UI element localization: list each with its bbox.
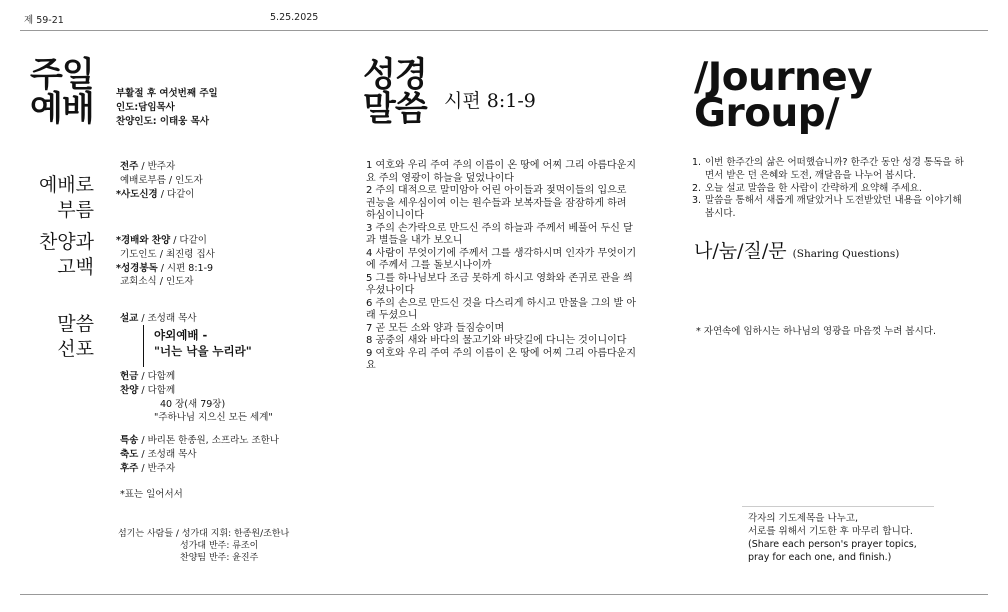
verse: 7 곧 모든 소와 양과 들짐승이며 (366, 322, 505, 334)
choir-line-2: 성가대 반주: 류조이 (180, 541, 259, 551)
bulletin-date: 5.25.2025 (270, 12, 319, 23)
closing-items (120, 434, 279, 475)
hymn-number: 40 장(새 79장) (160, 398, 226, 410)
section-word-title (20, 312, 94, 362)
praise-items (116, 234, 215, 289)
prayer-divider (742, 506, 934, 507)
worship-title (30, 55, 94, 129)
prayer-line-4: pray for each one, and finish.) (748, 552, 892, 563)
standing-note: *표는 일어서서 (120, 489, 183, 500)
worship-title-line1: 주일 (30, 55, 94, 95)
praise-leader: 찬양인도: 이태웅 목사 (116, 116, 210, 127)
section-call-title (20, 173, 94, 223)
hymn-title: "주하나님 지으신 모든 세계" (154, 412, 273, 424)
order-item: 축도 / 조성래 목사 (120, 448, 197, 460)
nature-note: * 자연속에 임하시는 하나님의 영광을 마음껏 누려 봅시다. (696, 326, 936, 337)
verse: 8 공중의 새와 바다의 물고기와 바닷길에 다니는 것이니이다 (366, 335, 627, 346)
offering-items (120, 370, 273, 425)
scripture-reference: 시편 8:1-9 (444, 90, 536, 112)
journey-title (694, 55, 873, 136)
worship-title-line2: 예배 (30, 89, 94, 129)
sermon-title-1: 야외예배 - (154, 328, 208, 342)
sharing-title (694, 236, 899, 263)
order-item: 특송 / 바리톤 한종원, 소프라노 조한나 (120, 435, 279, 446)
verse: 2 주의 대적으로 말미암아 어린 아이들과 젖먹이들의 입으로 권능을 세우심이여 이는 원수들과 보복자들을 잠잠하게 하려 하심이니이다 (366, 185, 627, 221)
verse: 5 그를 하나님보다 조금 못하게 하시고 영화와 존귀로 관을 씌우셨나이다 (366, 272, 633, 296)
section-word-title-2: 선포 (57, 338, 94, 360)
verse: 3 주의 손가락으로 만드신 주의 하늘과 주께서 베풀어 두신 달과 별들을 내가 보오니 (366, 222, 633, 246)
order-item: 기도인도 / 최진령 집사 (120, 248, 215, 260)
word-items (120, 312, 197, 326)
verse: 1 여호와 우리 주여 주의 이름이 온 땅에 어찌 그리 아름다운지요 주의 영광이 하늘을 덮었나이다 (366, 160, 636, 184)
scripture-title (363, 55, 427, 129)
section-praise-title-2: 고백 (57, 256, 94, 278)
issue-number: 제 59-21 (24, 15, 64, 26)
sharing-title-en: (Sharing Questions) (792, 248, 900, 260)
verse: 6 주의 손으로 만드신 것을 다스리게 하시고 만물을 그의 발 아래 두셨으니 (366, 297, 636, 321)
question-item: 3. 말씀을 통해서 새롭게 깨달았거나 도전받았던 내용을 이야기해 봅시다. (692, 195, 962, 220)
verse: 4 사람이 무엇이기에 주께서 그를 생각하시며 인자가 무엇이기에 주께서 그를 돌보시나이까 (366, 247, 637, 271)
section-praise-title (20, 230, 94, 280)
order-item: 후주 / 반주자 (120, 462, 176, 474)
order-item: *성경봉독 / 시편 8:1-9 (116, 262, 214, 274)
journey-questions (692, 157, 967, 221)
prayer-line-1: 각자의 기도제목을 나누고, (748, 513, 859, 524)
scripture-title-line2: 말씀 (363, 89, 427, 129)
order-item: *사도신경 / 다같이 (116, 188, 195, 200)
order-item: 찬양 / 다함께 (120, 384, 176, 396)
call-items (116, 160, 203, 201)
order-item: 예배로부름 / 인도자 (120, 174, 203, 186)
prayer-line-2: 서로를 위해서 기도한 후 마무리 합니다. (748, 526, 913, 537)
section-praise-title-1: 찬양과 (38, 231, 94, 253)
sharing-title-ko: 나/눔/질/문 (694, 240, 787, 262)
section-call-title-1: 예배로 (38, 174, 94, 196)
section-call-title-2: 부름 (57, 199, 94, 221)
scripture-title-line1: 성경 (363, 55, 427, 95)
sermon-title-2: "너는 낙을 누리라" (154, 344, 252, 358)
prayer-line-3: (Share each person's prayer topics, (748, 539, 917, 550)
choir-line-1: 섬기는 사람들 / 성가대 지휘: 한종원/조한나 (118, 529, 290, 539)
journey-title-line2: Group/ (694, 91, 839, 136)
choir-line-3: 찬양팀 반주: 윤진주 (180, 553, 259, 563)
order-item: 헌금 / 다함께 (120, 371, 176, 382)
question-item: 1. 이번 한주간의 삶은 어떠했습니까? 한주간 동안 성경 통독을 하면서 받은 던 은혜와 도전, 깨달음을 나누어 봅시다. (692, 157, 964, 181)
verse: 9 여호와 우리 주여 주의 이름이 온 땅에 어찌 그리 아름다운지요 (366, 347, 636, 371)
order-item: *경배와 찬양 / 다같이 (116, 235, 207, 246)
prayer-instructions (748, 512, 917, 564)
question-item: 2. 오늘 설교 말씀을 한 사람이 간략하게 요약해 주세요. (692, 182, 922, 194)
worship-subtitle: 부활절 후 여섯번째 주일 (116, 88, 218, 99)
order-item: 교회소식 / 인도자 (120, 276, 194, 288)
bottom-divider (20, 594, 988, 595)
sermon-bar (143, 325, 144, 367)
journey-title-line1: /Journey (694, 55, 873, 100)
top-divider (20, 30, 988, 31)
scripture-verses (366, 160, 638, 373)
worship-meta (116, 87, 218, 129)
order-item: 설교 / 조성래 목사 (120, 313, 197, 324)
worship-leader: 인도:담임목사 (116, 102, 175, 113)
sermon-title (154, 327, 252, 359)
section-word-title-1: 말씀 (57, 313, 94, 335)
order-item: 전주 / 반주자 (120, 161, 176, 172)
